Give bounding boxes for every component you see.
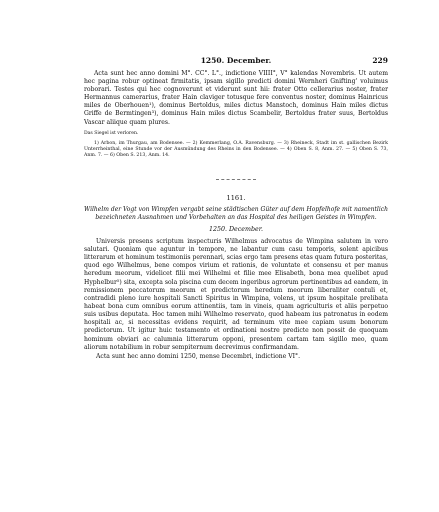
charter-closing-paragraph: Acta sunt hec anno domini M°. CC°. L°., indictione VIIII°, V° kalendas Novembris. Ut autem hec pagina robur optineat firmitatis, ipsam sigillo predicti domini Wernheri Gnifting' voluimus roborari. Testes qui hec cognoverunt et viderunt sunt hii: frater Otto cellerarius noster, frater Hermannus camerarius, frater Hain claviger totusque fere conventus noster, dominus Hainricus miles de Oberhouen¹), dominus Bertoldus, miles dictus Manstoch, dominus Hain miles dictus Griffe de Bermtingen³), dominus Hain miles dictus Scambelir, Bertoldus frater suus, Bertoldus Vascar aliique quam plures. (84, 70, 388, 126)
document-date: 1250. December. (208, 225, 264, 233)
section-separator (216, 177, 256, 181)
page-number: 229 (372, 56, 388, 65)
charter-text: Universis presens scriptum inspecturis Wilhelmus advocatus de Wimpina salutem in vero salutari. Quoniam que aguntur in tempore, ne labantur cum casu temporis, solent apicibus litterarum et hominum testimoniis perennari, scias ergo tam presens etas quam futura posteritas, quod ego Wilhelmus, bene compos virium et rationis, de voluntate et consensu et per manus heredum meorum, videlicet filii mei Wilhelmi et filie mee Elisabeth, bona mea quelibet apud Hyphelbur⁵) sita, excepta sola piscina cum decem ingeribus agrorum pertinentibus ad eandem, in remissionem peccatorum meorum et predictorum heredum meorum liberaliter contuli et, contradidi pleno iure hospitali Sancti Spiritus in Wimpina, volens, ut ipsum hospitale prelibata habeat bona cum omnibus eorum attinentiis, tam in vineis, quam agriculturis et aliis perpetuo suis usibus deputata. Hoc tamen mihi Wilhelmo reservato, quod habeam ius patronatus in eodem hospitali ac, si necessitas evidens requirit, ad terminum vite mee capiam usum bonorum predictorum. Ut igitur huic testamento et ordinationi nostre predicte non possit de quoquam hominum obviari ac calumnia litterarum opponi, presentem cartam tam sigillo meo, quam aliorum notabilium in robur sempiternum decrevimus confirmandam. (84, 237, 388, 351)
seal-note: Das Siegel ist verloren. (84, 130, 139, 136)
document-summary: Wilhelm der Vogt von Wimpfen vergabt seine städtischen Güter auf dem Hopfelhofe mit namentlich bezeichneten Ausnahmen und Vorbehalten an das Hospital des heiligen Geistes in Wimpfen. (84, 205, 388, 221)
charter-dating-clause: Acta sunt hec anno domini 1250, mense Decembri, indictione VI°. (96, 352, 301, 360)
separator-rule (216, 179, 256, 180)
footnotes: 1) Arbon, im Thurgau, am Bodensee. — 2) Kemmerlang, O.A. Ravensburg. — 3) Rheineck, Stadt im st. gallischen Bezirk Unterrheinthal, eine Stunde vor der Ausmündung des Rheins in den Bodensee. — 4) Oben S. 8, Anm. 27. — 5) Oben S. 73, Anm. 7. — 6) Oben S. 213, Anm. 14. (84, 140, 388, 159)
page-body (84, 70, 388, 361)
header-title: 1250. December. (200, 56, 272, 65)
document-number: 1161. (226, 193, 246, 202)
running-header (84, 56, 388, 67)
